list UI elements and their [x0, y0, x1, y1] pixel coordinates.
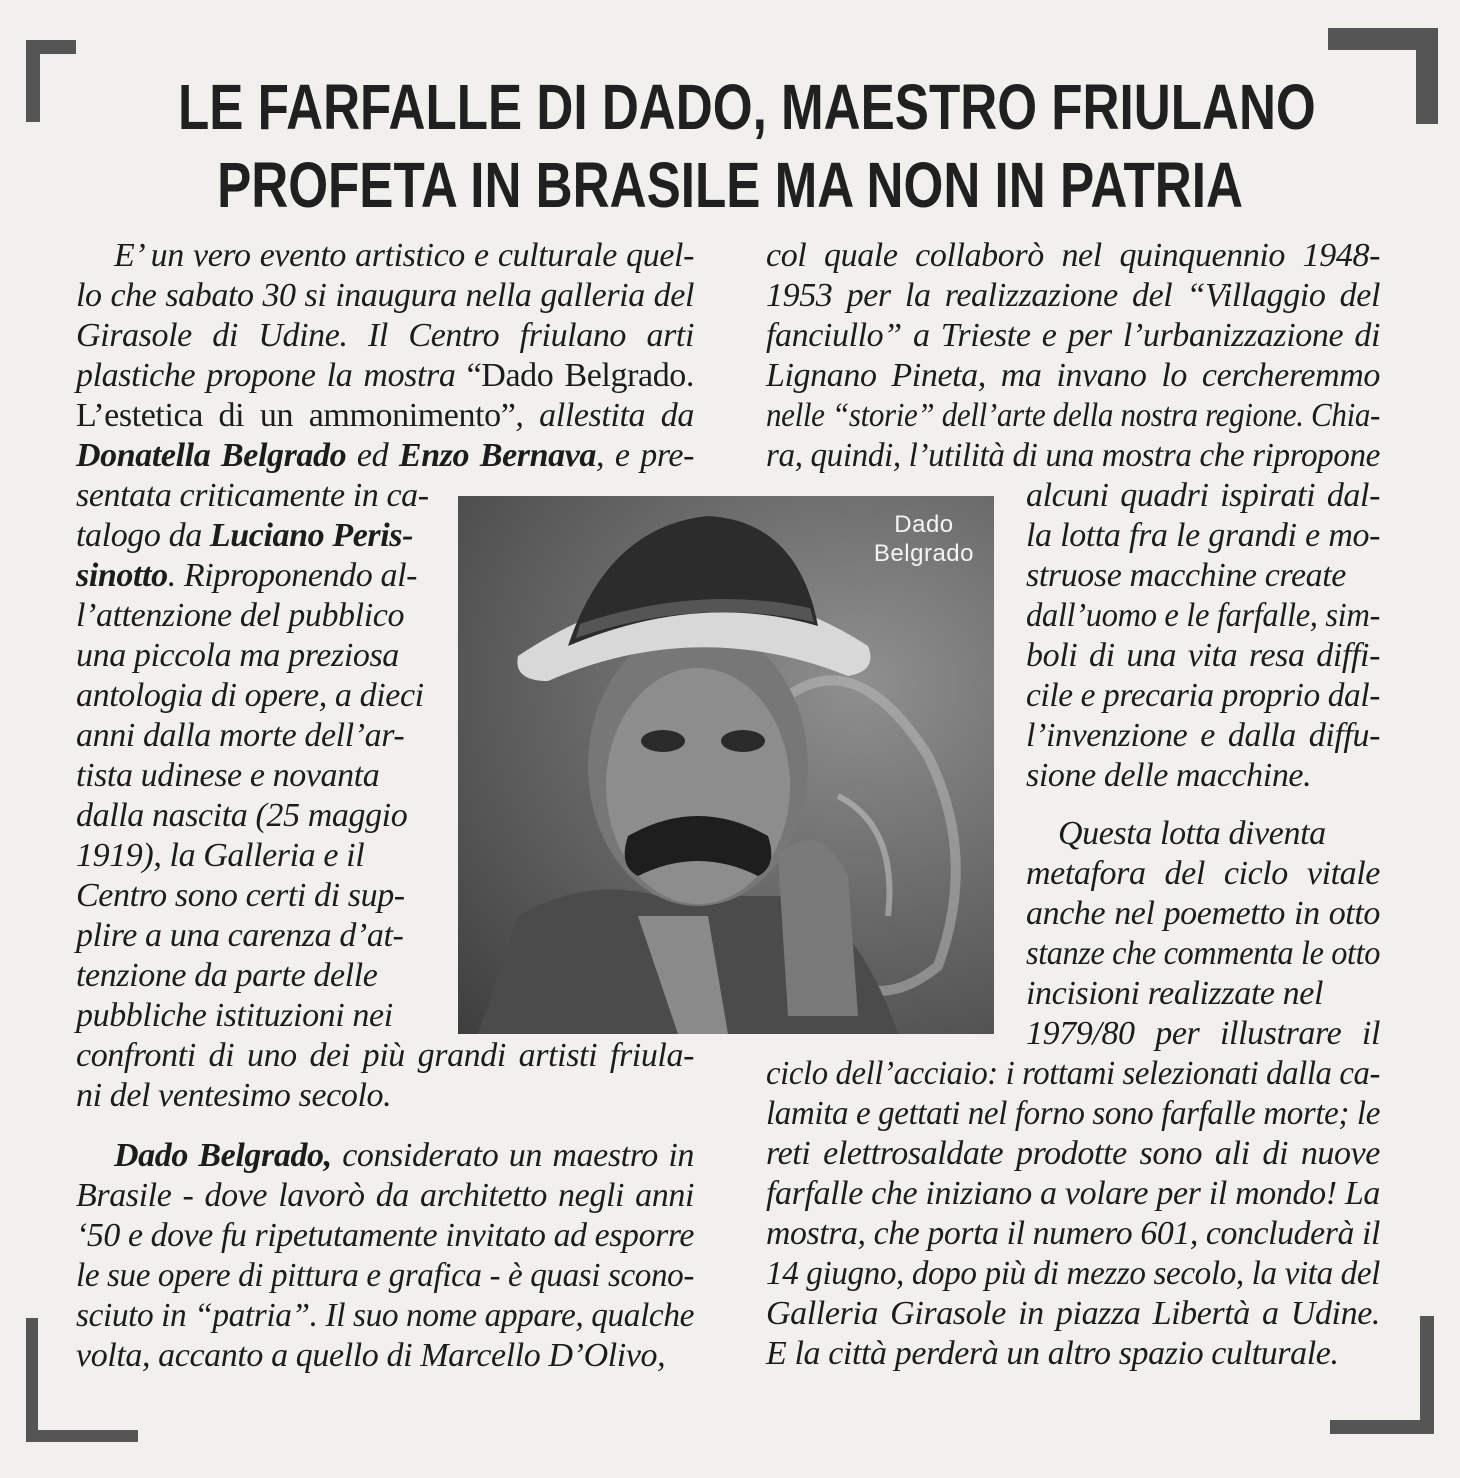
right-line: lamita e gettati nel forno sono farfalle morte; le [766, 1095, 1380, 1132]
left-line: sentata criticamente in ca- [76, 477, 429, 514]
right-line: incisioni realizzate nel [1026, 975, 1323, 1012]
left-line: Brasile - dove lavorò da architetto negli anni [76, 1177, 694, 1214]
left-line: tista udinese e novanta [76, 757, 380, 794]
photo-caption-line-1: Dado [894, 511, 954, 538]
left-line: l’attenzione del pubblico [76, 597, 405, 634]
right-line: farfalle che iniziano a volare per il mondo! La [766, 1175, 1380, 1212]
portrait-photo [458, 496, 994, 1034]
photo-caption-line-2: Belgrado [873, 540, 974, 567]
left-line: pubbliche istituzioni nei [76, 997, 393, 1034]
right-line: stanze che commenta le otto [1026, 935, 1380, 972]
right-line: E la città perderà un altro spazio culturale. [766, 1335, 1339, 1372]
left-line: talogo da Luciano Peris- [76, 517, 414, 554]
left-line: dalla nascita (25 maggio [76, 797, 408, 834]
left-line: ‘50 e dove fu ripetutamente invitato ad esporre [76, 1217, 694, 1254]
right-line: l’invenzione e dalla diffu- [1026, 717, 1380, 754]
left-line: plire a una carenza d’at- [76, 917, 404, 954]
corner-bracket-bottom-right [1330, 1420, 1434, 1434]
left-line: una piccola ma preziosa [76, 637, 399, 674]
right-line: sione delle macchine. [1026, 757, 1312, 794]
right-line: col quale collaborò nel quinquennio 1948- [766, 237, 1380, 274]
right-line: ciclo dell’acciaio: i rottami selezionati dalla ca- [766, 1055, 1380, 1092]
left-line: sciuto in “patria”. Il suo nome appare, qualche [76, 1297, 694, 1334]
right-line: Galleria Girasole in piazza Libertà a Udine. [766, 1295, 1380, 1332]
headline [178, 68, 1316, 224]
left-line: anni dalla morte dell’ar- [76, 717, 405, 754]
right-line: dall’uomo e le farfalle, sim- [1026, 597, 1380, 634]
left-line: ni del ventesimo secolo. [76, 1077, 392, 1114]
left-line: plastiche propone la mostra “Dado Belgrado. [76, 357, 694, 394]
headline-line-1: LE FARFALLE DI DADO, MAESTRO FRIULANO [178, 71, 1316, 143]
left-line: tenzione da parte delle [76, 957, 378, 994]
right-line: reti elettrosaldate prodotte sono ali di nuove [766, 1135, 1380, 1172]
right-line: 1953 per la realizzazione del “Villaggio del [766, 277, 1380, 314]
corner-bracket-bottom-right-vertical [1420, 1316, 1434, 1434]
right-line: nelle “storie” dell’arte della nostra regione. Chia- [766, 397, 1380, 434]
left-line: antologia di opere, a dieci [76, 677, 424, 714]
corner-bracket-bottom-left [26, 1430, 138, 1442]
right-line: cile e precaria proprio dal- [1026, 677, 1380, 714]
right-line: ra, quindi, l’utilità di una mostra che ripropone [766, 437, 1380, 474]
portrait-illustration [458, 496, 994, 1034]
left-line: le sue opere di pittura e grafica - è quasi scono- [76, 1257, 694, 1294]
right-line: Questa lotta diventa [1058, 815, 1326, 852]
photo-caption [874, 510, 974, 568]
right-line: 14 giugno, dopo più di mezzo secolo, la vita del [766, 1255, 1380, 1292]
left-line: lo che sabato 30 si inaugura nella galleria del [76, 277, 694, 314]
right-line: struose macchine create [1026, 557, 1346, 594]
right-line: 1979/80 per illustrare il [1026, 1015, 1380, 1052]
right-line: metafora del ciclo vitale [1026, 855, 1380, 892]
corner-bracket-top-right-vertical [1416, 28, 1438, 124]
left-line: sinotto. Riproponendo al- [76, 557, 418, 594]
right-line: anche nel poemetto in otto [1026, 895, 1380, 932]
left-line: confronti di uno dei più grandi artisti friula- [76, 1037, 694, 1074]
left-line: L’estetica di un ammonimento”, allestita da [76, 397, 694, 434]
right-line: mostra, che porta il numero 601, concluderà il [766, 1215, 1380, 1252]
right-line: boli di una vita resa diffi- [1026, 637, 1380, 674]
left-line: Dado Belgrado, considerato un maestro in [114, 1137, 694, 1174]
corner-bracket-bottom-left-vertical [26, 1318, 38, 1442]
headline-line-2: PROFETA IN BRASILE MA NON IN PATRIA [217, 149, 1243, 221]
right-line: Lignano Pineta, ma invano lo cercheremmo [766, 357, 1380, 394]
left-line: E’ un vero evento artistico e culturale quel- [114, 237, 694, 274]
left-line: Centro sono certi di sup- [76, 877, 405, 914]
left-line: volta, accanto a quello di Marcello D’Olivo, [76, 1337, 666, 1374]
right-line: alcuni quadri ispirati dal- [1026, 477, 1380, 514]
left-line: 1919), la Galleria e il [76, 837, 365, 874]
right-line: la lotta fra le grandi e mo- [1026, 517, 1380, 554]
right-line: fanciullo” a Trieste e per l’urbanizzazione di [766, 317, 1380, 354]
left-line: Donatella Belgrado ed Enzo Bernava, e pre- [76, 437, 695, 474]
left-line: Girasole di Udine. Il Centro friulano arti [76, 317, 694, 354]
corner-bracket-top-left-vertical [26, 40, 40, 122]
